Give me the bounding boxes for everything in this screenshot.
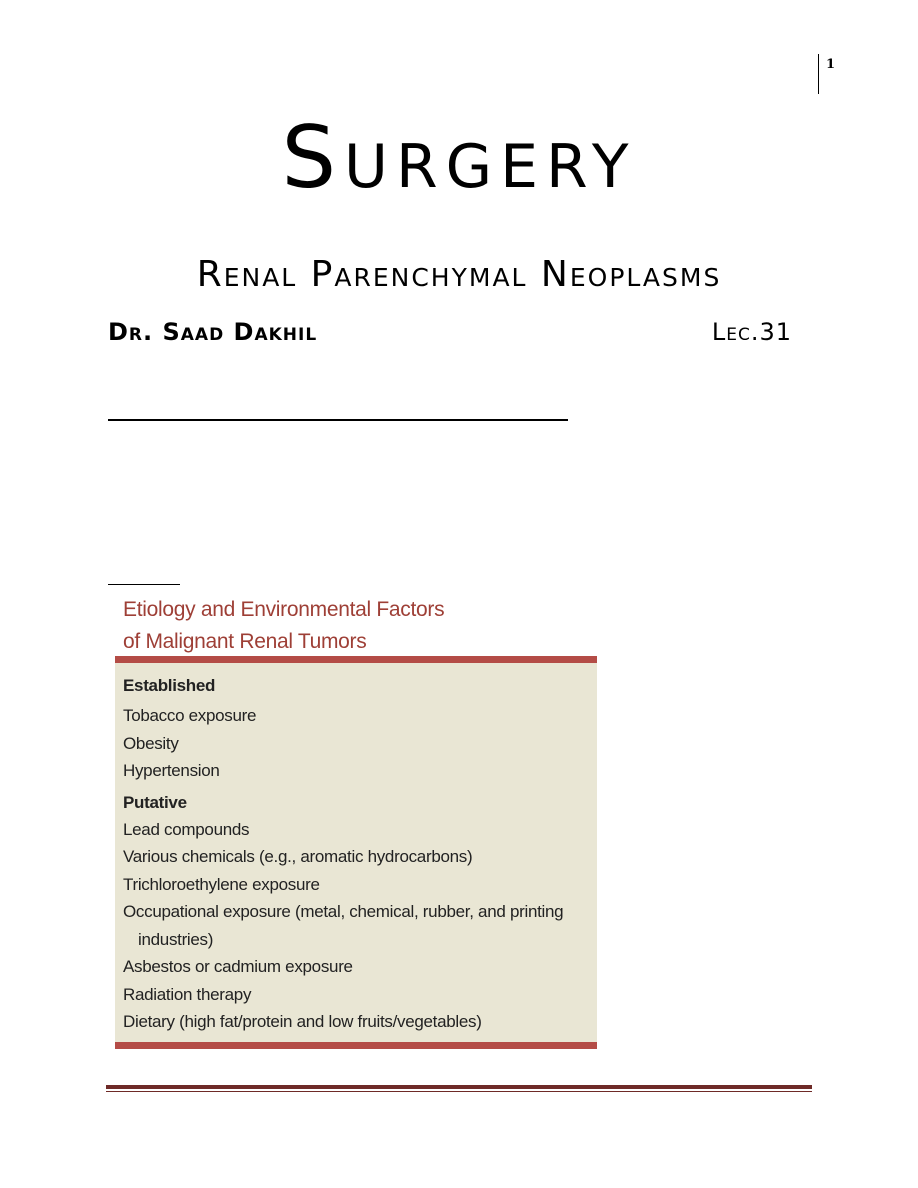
figure-top-bar	[115, 656, 597, 663]
established-heading: Established	[123, 676, 216, 695]
figure-title	[123, 594, 593, 658]
footer-rule-thick	[106, 1085, 812, 1089]
list-item: Various chemicals (e.g., aromatic hydrocarbons)	[123, 847, 473, 866]
putative-items	[123, 816, 591, 1036]
list-item: Trichloroethylene exposure	[123, 874, 320, 894]
short-divider	[108, 584, 180, 585]
lecture-number: Lec.31	[711, 318, 792, 346]
list-item: Occupational exposure (metal, chemical, rubber, and printing industries)	[123, 902, 564, 949]
list-item: Lead compounds	[123, 819, 250, 839]
list-item: Hypertension	[123, 761, 220, 780]
page-number-divider	[818, 54, 819, 94]
figure-title-line-2: of Malignant Renal Tumors	[123, 630, 367, 653]
figure-title-line-1: Etiology and Environmental Factors	[123, 598, 445, 621]
list-item: Asbestos or cadmium exposure	[123, 957, 353, 976]
list-item: Obesity	[123, 733, 179, 753]
page-number: 1	[826, 57, 836, 72]
header-underline	[108, 419, 568, 421]
list-item: Tobacco exposure	[123, 706, 257, 725]
etiology-table-figure	[115, 588, 597, 1049]
document-subtitle: Renal Parenchymal Neoplasms	[196, 254, 722, 295]
figure-body	[115, 663, 597, 1042]
author-name: Dr. Saad Dakhil	[108, 318, 318, 346]
putative-heading: Putative	[123, 792, 187, 812]
figure-bottom-bar	[115, 1042, 597, 1049]
established-items	[123, 702, 591, 785]
factor-list	[123, 672, 591, 1036]
document-title: Surgery	[281, 108, 637, 208]
list-item: Dietary (high fat/protein and low fruits/vegetables)	[123, 1012, 482, 1031]
list-item: Radiation therapy	[123, 984, 252, 1004]
footer-rule-thin	[106, 1091, 812, 1092]
